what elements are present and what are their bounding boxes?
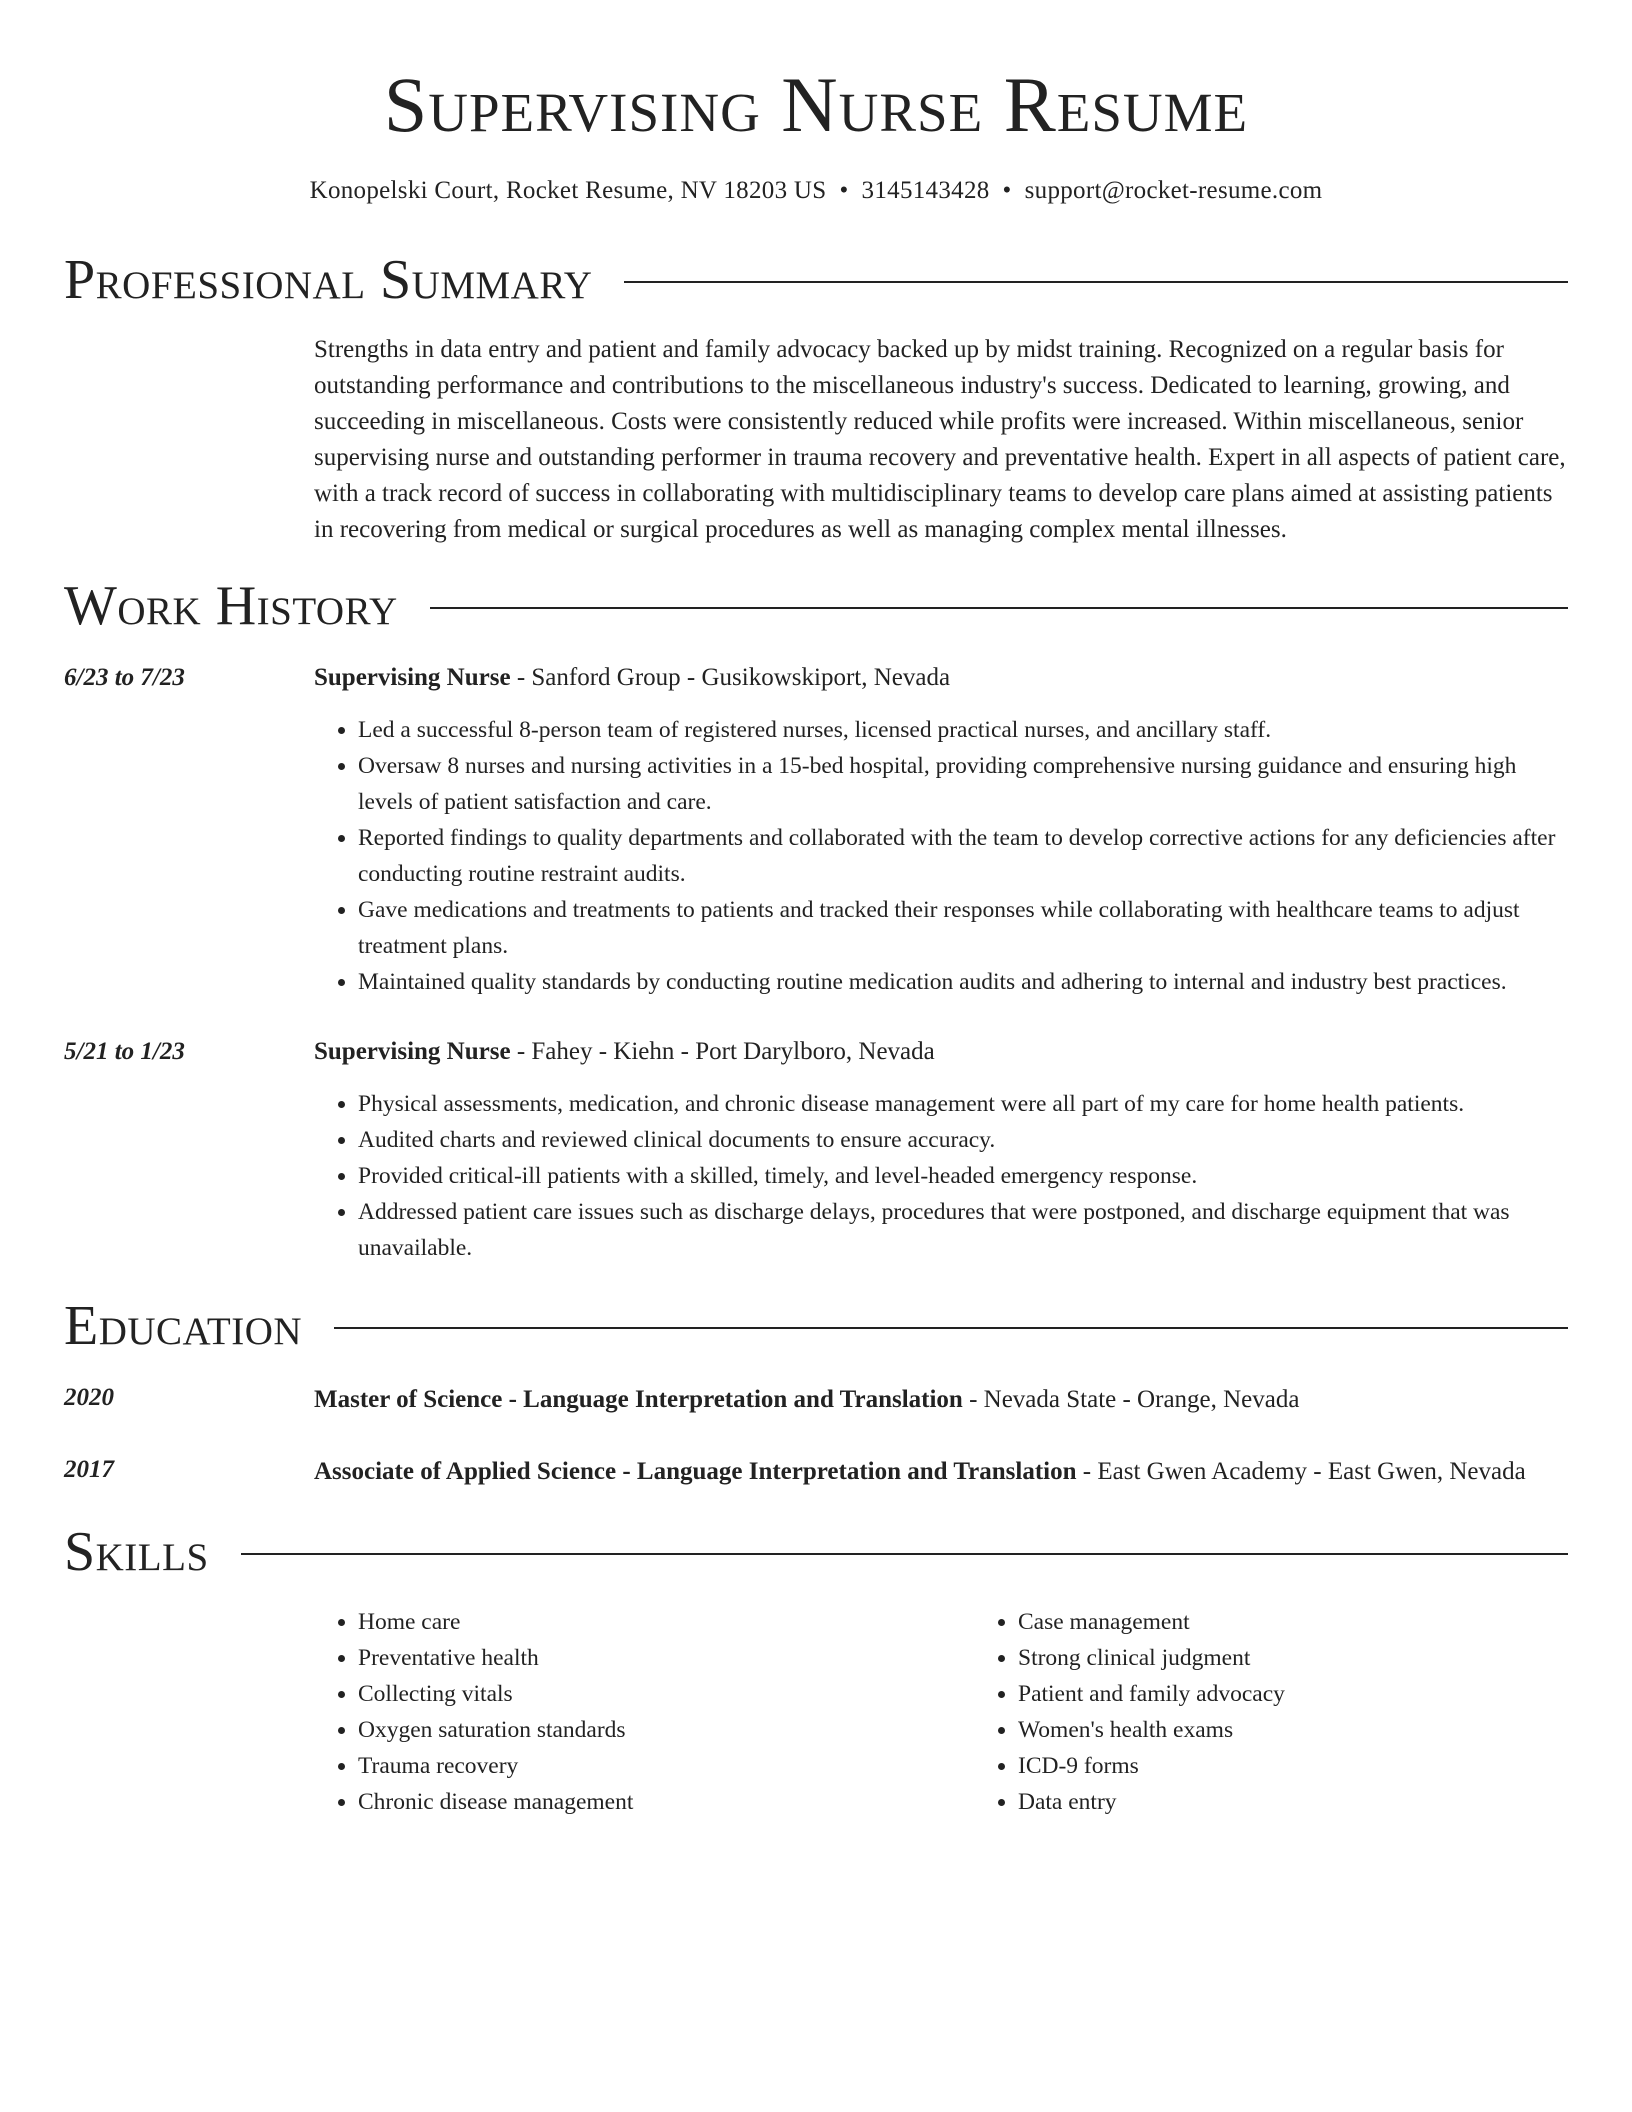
contact-separator: • (1002, 177, 1012, 204)
job-bullet: • Led a successful 8-person team of registered nurses, licensed practical nurses, and ancillary staff. (358, 712, 1568, 748)
education-year: 2017 (64, 1456, 114, 1483)
contact-address: Konopelski Court, Rocket Resume, NV 18203 US (309, 177, 827, 204)
summary-row (64, 312, 1568, 548)
section-header-summary (64, 248, 1568, 312)
skills-column-left (314, 1604, 974, 1820)
education-entry (64, 1452, 1568, 1492)
education-content (314, 1452, 1568, 1492)
section-title-education: Education (64, 1295, 303, 1357)
skill-item: • Chronic disease management (358, 1784, 974, 1820)
job-bullet: • Addressed patient care issues such as discharge delays, procedures that were postponed, and discharge equipment that was unavailable. (358, 1194, 1568, 1266)
summary-text: Strengths in data entry and patient and family advocacy backed up by midst training. Recognized on a regular basis for outstanding performance and contributions to the miscellaneous industry's success. Dedicated to learning, growing, and succeeding in miscellaneous. Costs were consistently reduced while profits were increased. Within miscellaneous, senior supervising nurse and outstanding performer in trauma recovery and preventative health. Expert in all aspects of patient care, with a track record of success in collaborating with multidisciplinary teams to develop care plans aimed at assisting patients in recovering from medical or surgical procedures as well as managing complex mental illnesses. (314, 336, 1566, 543)
contact-line (64, 174, 1568, 208)
job-title: Supervising Nurse (314, 664, 511, 691)
skill-item: • Data entry (1018, 1784, 1632, 1820)
section-header-work (64, 574, 1568, 638)
job-bullet: • Audited charts and reviewed clinical documents to ensure accuracy. (358, 1122, 1568, 1158)
job-content (314, 660, 1568, 1000)
skills-column-right (974, 1604, 1632, 1820)
section-divider (334, 1327, 1568, 1329)
job-dates: 5/21 to 1/23 (64, 1038, 185, 1065)
section-header-skills (64, 1520, 1568, 1584)
section-divider (624, 281, 1568, 283)
contact-email: support@rocket-resume.com (1024, 177, 1323, 204)
job-dates: 6/23 to 7/23 (64, 664, 185, 691)
skill-item: • Strong clinical judgment (1018, 1640, 1632, 1676)
education-degree: Associate of Applied Science - Language Interpretation and Translation (314, 1458, 1077, 1485)
job-bullet: • Physical assessments, medication, and chronic disease management were all part of my care for home health patients. (358, 1086, 1568, 1122)
job-bullets (314, 712, 1568, 1000)
page-title: Supervising Nurse Resume (383, 61, 1249, 148)
contact-separator: • (839, 177, 849, 204)
skill-item: • Case management (1018, 1604, 1632, 1640)
job-bullets (314, 1086, 1568, 1266)
section-title-work: Work History (64, 575, 398, 637)
education-entry (64, 1380, 1568, 1420)
summary-spacer (64, 312, 314, 548)
job-employer: - Sanford Group - Gusikowskiport, Nevada (510, 664, 951, 691)
skills-grid (314, 1604, 1632, 1820)
skills-row (64, 1584, 1568, 1820)
job-bullet: • Oversaw 8 nurses and nursing activities in a 15-bed hospital, providing comprehensive nursing guidance and ensuring high levels of patient satisfaction and care. (358, 748, 1568, 820)
job-entry (64, 660, 1568, 1000)
education-year: 2020 (64, 1384, 114, 1411)
section-title-summary: Professional Summary (64, 249, 593, 311)
skill-item: • Preventative health (358, 1640, 974, 1676)
job-bullet: • Gave medications and treatments to patients and tracked their responses while collaborating with healthcare teams to adjust treatment plans. (358, 892, 1568, 964)
section-divider (241, 1553, 1568, 1555)
job-bullet: • Provided critical-ill patients with a skilled, timely, and level-headed emergency response. (358, 1158, 1568, 1194)
section-divider (430, 607, 1568, 609)
education-content (314, 1380, 1568, 1420)
job-bullet: • Reported findings to quality departments and collaborated with the team to develop corrective actions for any deficiencies after conducting routine restraint audits. (358, 820, 1568, 892)
skill-item: • Trauma recovery (358, 1748, 974, 1784)
job-bullet: • Maintained quality standards by conducting routine medication audits and adhering to internal and industry best practices. (358, 964, 1568, 1000)
contact-phone: 3145143428 (861, 177, 990, 204)
job-title-line (314, 1034, 1568, 1070)
section-title-skills: Skills (64, 1521, 209, 1583)
skill-item: • Women's health exams (1018, 1712, 1632, 1748)
job-employer: - Fahey - Kiehn - Port Darylboro, Nevada (510, 1038, 935, 1065)
skills-spacer (64, 1584, 314, 1820)
skill-item: • Collecting vitals (358, 1676, 974, 1712)
job-entry (64, 1034, 1568, 1266)
education-school: - East Gwen Academy - East Gwen, Nevada (1076, 1458, 1526, 1485)
section-header-education (64, 1294, 1568, 1358)
skill-item: • ICD-9 forms (1018, 1748, 1632, 1784)
skill-item: • Oxygen saturation standards (358, 1712, 974, 1748)
skill-item: • Patient and family advocacy (1018, 1676, 1632, 1712)
education-degree: Master of Science - Language Interpretation and Translation (314, 1386, 963, 1413)
job-content (314, 1034, 1568, 1266)
job-title-line (314, 660, 1568, 696)
education-school: - Nevada State - Orange, Nevada (962, 1386, 1300, 1413)
skill-item: • Home care (358, 1604, 974, 1640)
job-title: Supervising Nurse (314, 1038, 511, 1065)
